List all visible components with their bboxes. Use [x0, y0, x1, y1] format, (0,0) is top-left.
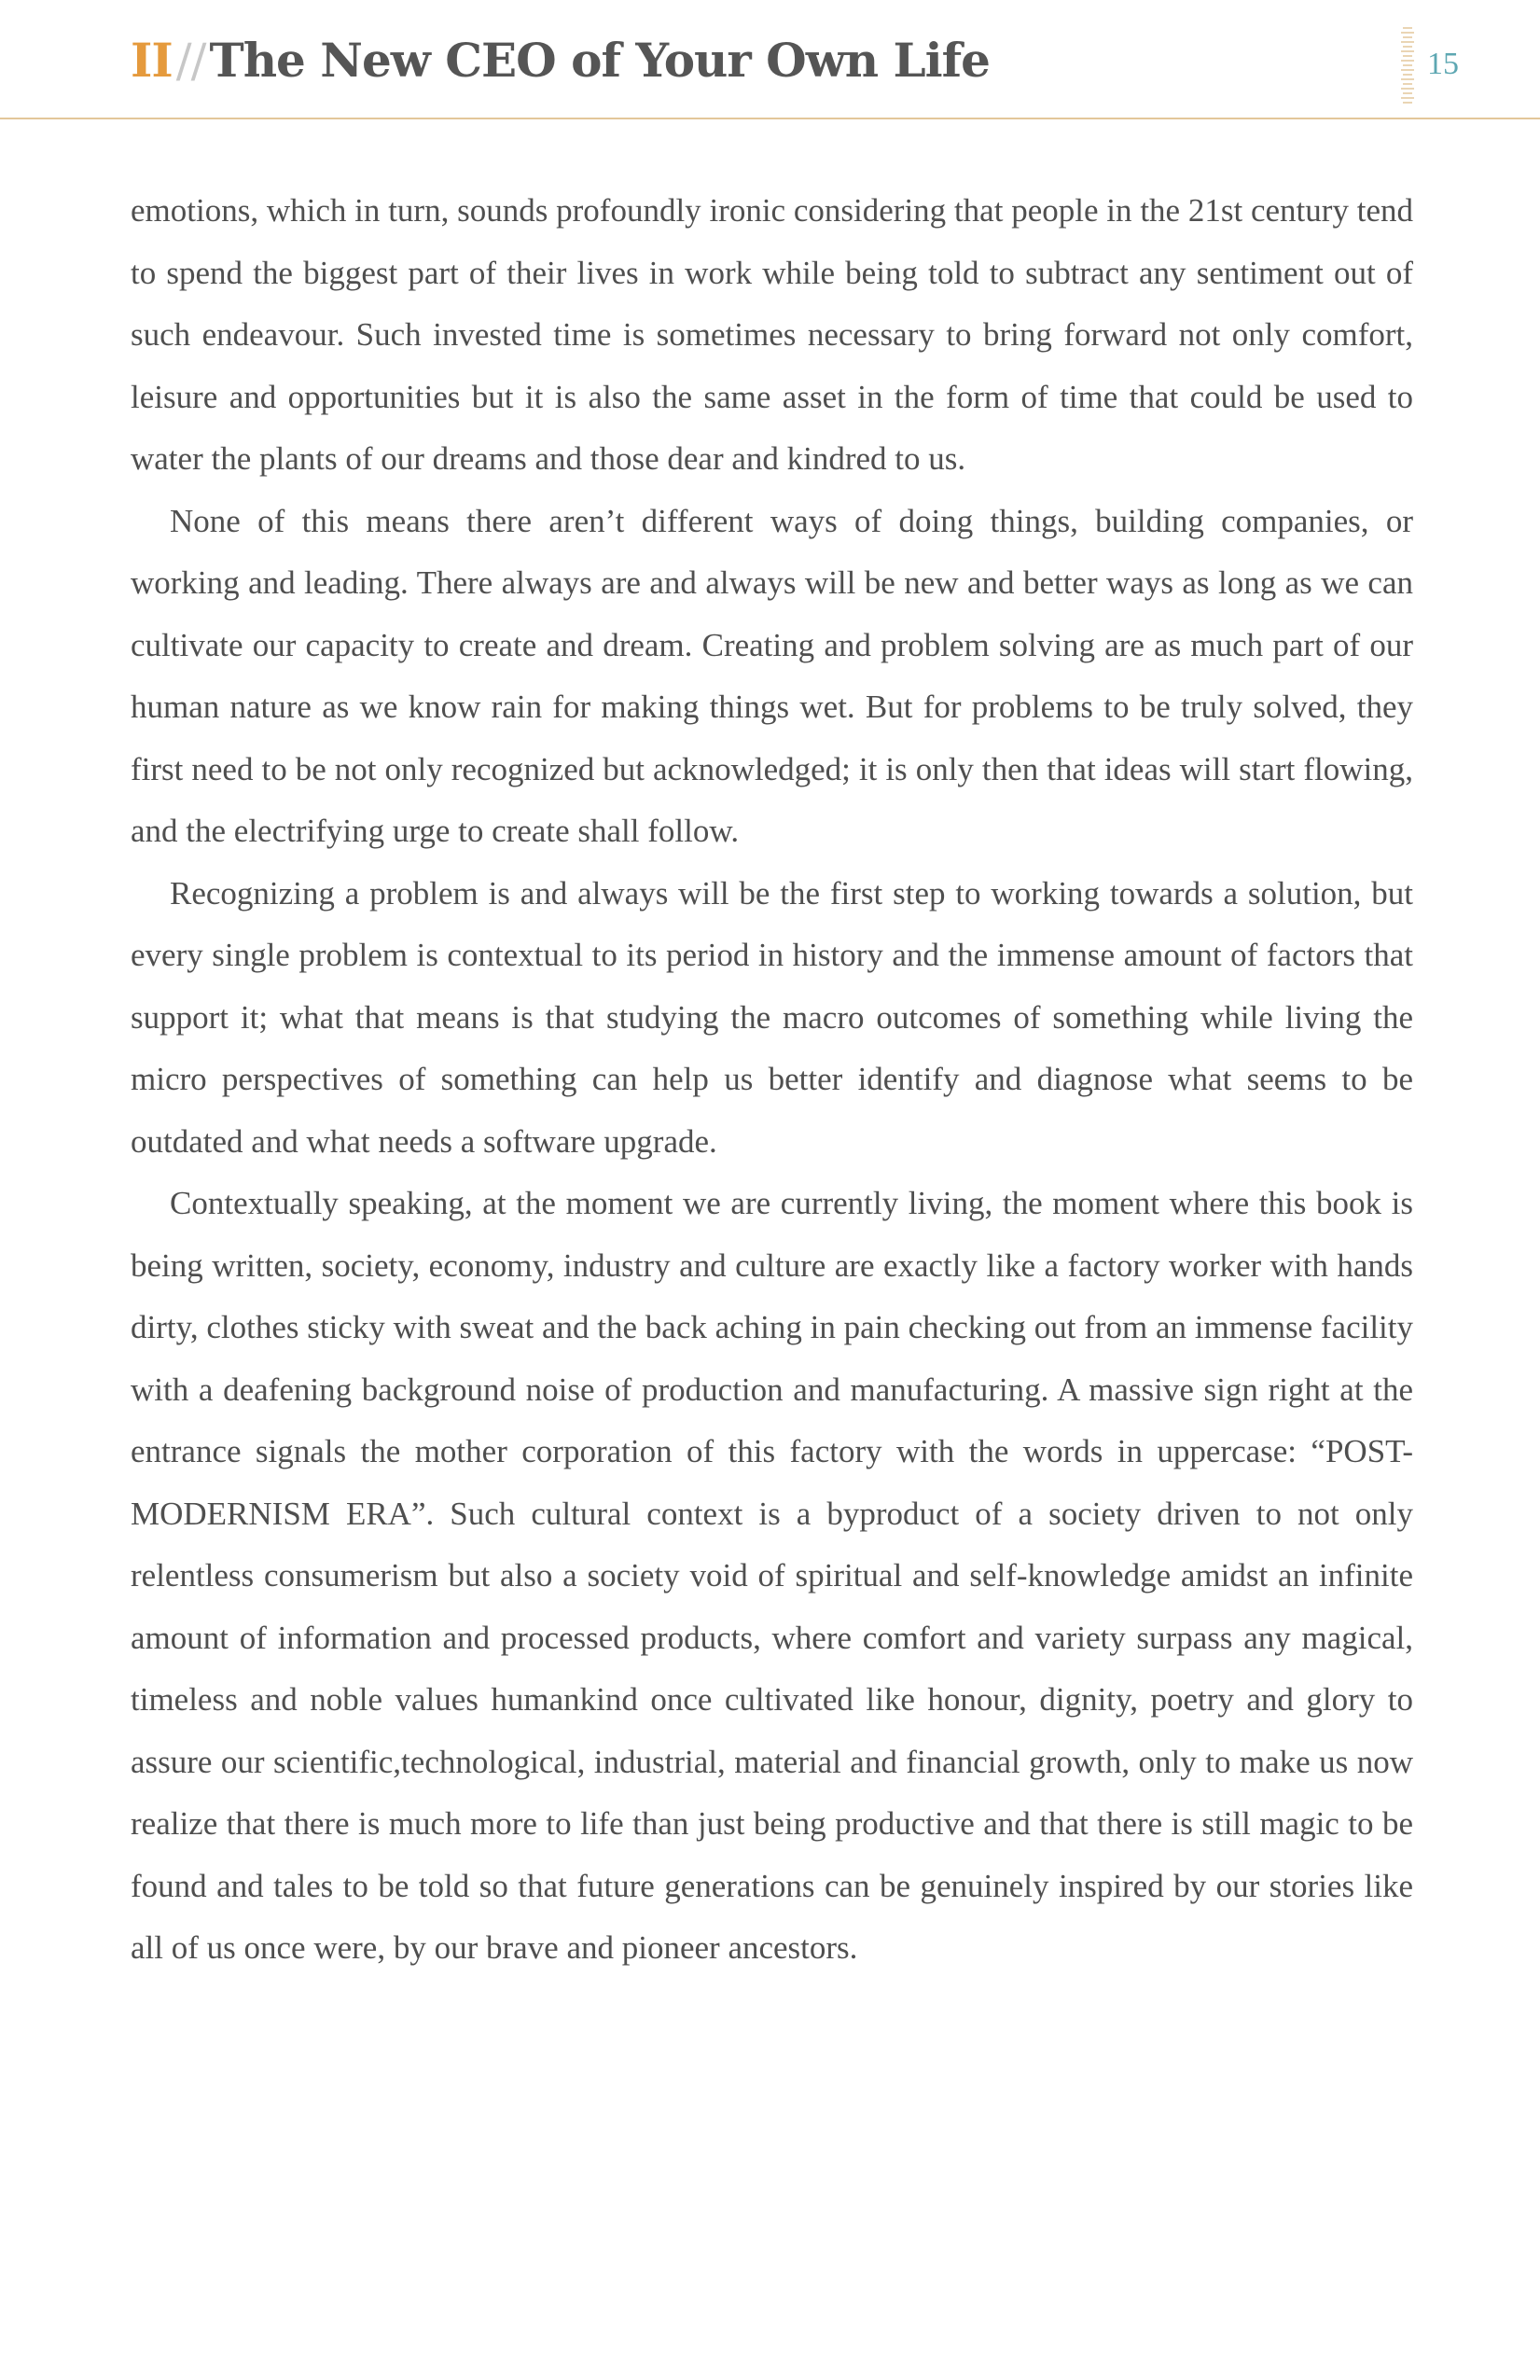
paragraph-3: Recognizing a problem is and always will be the first step to working towards a solution, but every single problem is contextual to its period in history and the immense amount of factors that support it; what that means is that studying the macro outcomes of something while living the micro perspectives of something can help us better identify and diagnose what seems to be outdated and what needs a software upgrade. [131, 874, 1413, 1160]
part-number: II [131, 33, 173, 88]
paragraph-4: Contextually speaking, at the moment we are currently living, the moment where this book is being written, society, economy, industry and culture are exactly like a factory worker with hands dirty, clothes sticky with sweat and the back aching in pain checking out from an immense facility with a deafening background noise of production and manufacturing. A massive sign right at the entrance signals the mother corporation of this factory with the words in uppercase: “POST-MODERNISM ERA”. Such cultural context is a byproduct of a society driven to not only relentless consumerism but also a society void of spiritual and self-knowledge amidst an infinite amount of information and processed products, where comfort and variety surpass any magical, timeless and noble values humankind once cultivated like honour, dignity, poetry and glory to assure our scientific,technological, industrial, material and financial growth, only to make us now realize that there is much more to life than just being productive and that there is still magic to be found and tales to be told so that future generations can be genuinely inspired by our stories like all of us once were, by our brave and pioneer ancestors. [131, 1185, 1413, 1966]
page-number: 15 [1427, 47, 1459, 81]
body-text [131, 180, 1413, 1980]
paragraph-1: emotions, which in turn, sounds profoundly ironic considering that people in the 21st century tend to spend the biggest part of their lives in work while being told to subtract any sentiment out of such endeavour. Such invested time is sometimes necessary to bring forward not only comfort, leisure and opportunities but it is also the same asset in the form of time that could be used to water the plants of our dreams and those dear and kindred to us. [131, 192, 1413, 477]
paragraph-2: None of this means there aren’t different ways of doing things, building companies, or working and leading. There always are and always will be new and better ways as long as we can cultivate our capacity to create and dream. Creating and problem solving are as much part of our human nature as we know rain for making things wet. But for problems to be truly solved, they first need to be not only recognized but acknowledged; it is only then that ideas will start flowing, and the electrifying urge to create shall follow. [131, 502, 1413, 849]
tick-ornament-icon [1399, 26, 1418, 108]
page-header [0, 0, 1540, 119]
book-title: The New CEO of Your Own Life [209, 33, 990, 88]
running-title [131, 28, 990, 93]
title-separator: // [175, 34, 206, 88]
